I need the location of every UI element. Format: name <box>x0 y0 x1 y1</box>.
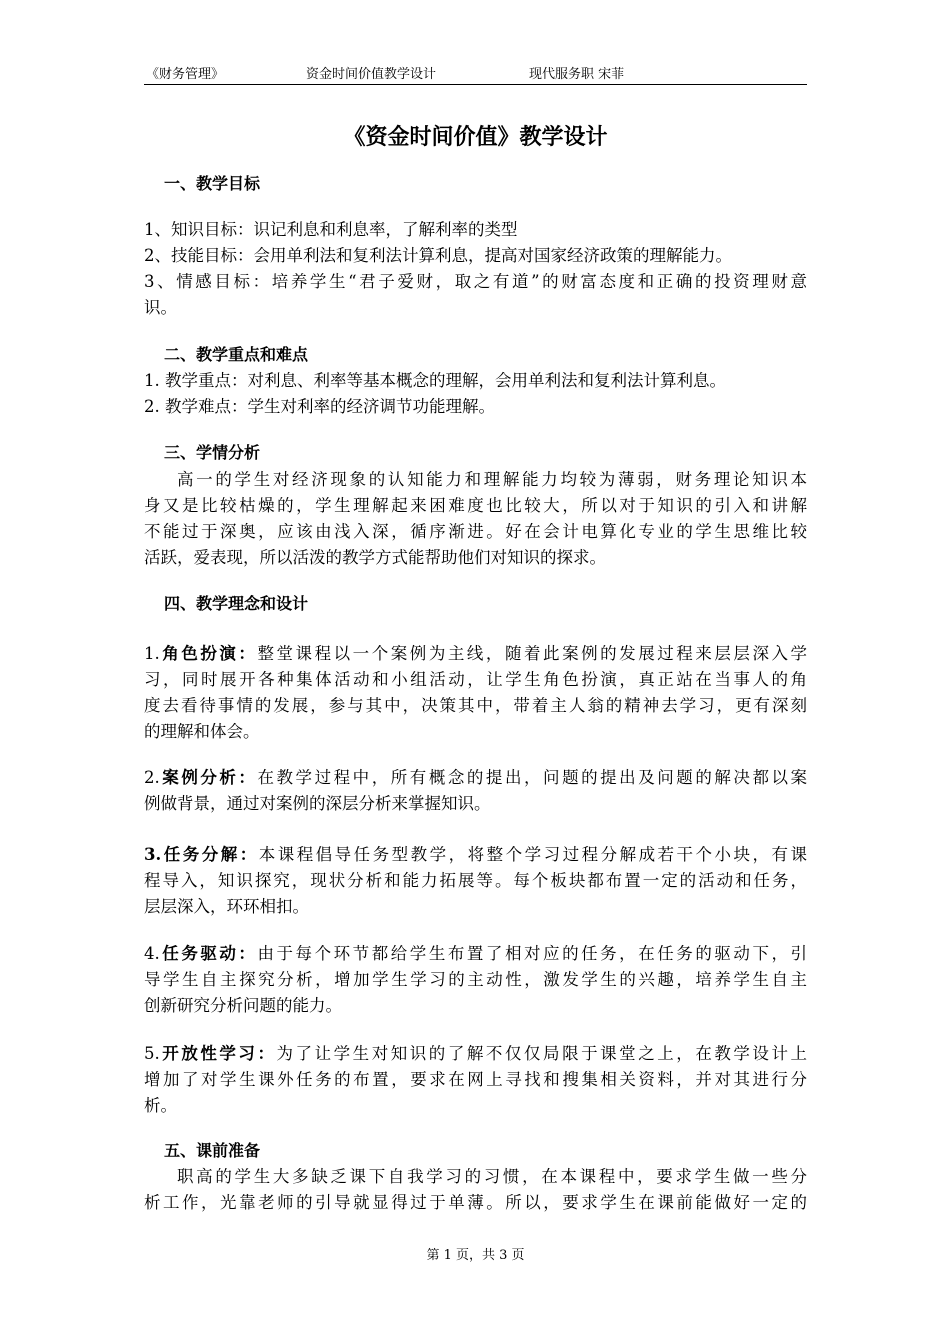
paragraph-line: 本课程倡导任务型教学，将整个学习过程分解成若干个小块，有课 <box>258 845 807 864</box>
section-heading-learner-analysis: 三、学情分析 <box>164 443 261 462</box>
header-course: 《财务管理》 <box>146 67 225 82</box>
design-item-case-analysis <box>144 765 807 817</box>
design-item-task-decomposition <box>144 842 807 920</box>
item-number: 4. <box>144 944 160 963</box>
section-heading-objectives: 一、教学目标 <box>164 174 261 193</box>
item-number: 5. <box>144 1044 160 1063</box>
paragraph-line: 不能过于深奥，应该由浅入深，循序渐进。好在会计电算化专业的学生思维比较 <box>144 522 807 541</box>
key-point-item: 2. 教学难点：学生对利率的经济调节功能理解。 <box>144 397 495 416</box>
design-item-open-learning <box>144 1041 807 1119</box>
paragraph-line: 导学生自主探究分析，增加学生学习的主动性，激发学生的兴趣，培养学生自主 <box>144 970 807 989</box>
paragraph-line: 在教学过程中，所有概念的提出，问题的提出及问题的解决都以案 <box>257 768 807 787</box>
paragraph-line: 高一的学生对经济现象的认知能力和理解能力均较为薄弱，财务理论知识本 <box>177 470 807 489</box>
paragraph-line: 的理解和体会。 <box>144 722 260 741</box>
paragraph-line: 创新研究分析问题的能力。 <box>144 996 342 1015</box>
item-term: 案例分析： <box>159 768 258 787</box>
item-term: 开放性学习： <box>159 1044 277 1063</box>
page-header <box>144 66 807 85</box>
header-topic: 资金时间价值教学设计 <box>306 67 437 82</box>
objective-item: 3、情感目标：培养学生“君子爱财，取之有道”的财富态度和正确的投资理财意 <box>144 272 807 291</box>
paragraph-line: 析工作，光靠老师的引导就显得过于单薄。所以，要求学生在课前能做好一定的 <box>144 1193 807 1212</box>
paragraph-line: 增加了对学生课外任务的布置，要求在网上寻找和搜集相关资料，并对其进行分 <box>144 1070 807 1089</box>
paragraph-line: 层层深入，环环相扣。 <box>144 897 309 916</box>
paragraph-line: 职高的学生大多缺乏课下自我学习的习惯，在本课程中，要求学生做一些分 <box>177 1167 807 1186</box>
page-footer: 第 1 页，共 3 页 <box>426 1248 525 1263</box>
section-heading-preparation: 五、课前准备 <box>164 1141 261 1160</box>
item-number: 3. <box>144 845 162 864</box>
paragraph-line: 整堂课程以一个案例为主线，随着此案例的发展过程来层层深入学 <box>257 644 807 663</box>
paragraph-line: 习，同时展开各种集体活动和小组活动，让学生角色扮演，真正站在当事人的角 <box>144 670 807 689</box>
objective-item: 识。 <box>144 298 177 317</box>
section-heading-teaching-design: 四、教学理念和设计 <box>164 594 309 613</box>
item-number: 1. <box>144 644 160 663</box>
item-term: 任务驱动： <box>159 944 258 963</box>
item-number: 2. <box>144 768 160 787</box>
design-item-task-driven <box>144 941 807 1019</box>
objective-item: 1、知识目标：识记利息和利息率，了解利率的类型 <box>144 220 518 239</box>
key-points-list <box>144 368 807 420</box>
section-heading-key-points: 二、教学重点和难点 <box>164 345 309 364</box>
learner-analysis-paragraph <box>144 467 807 571</box>
header-author: 现代服务职 宋菲 <box>529 67 625 82</box>
objectives-list <box>144 217 807 321</box>
paragraph-line: 身又是比较枯燥的，学生理解起来困难度也比较大，所以对于知识的引入和讲解 <box>144 496 807 515</box>
item-term: 任务分解： <box>161 845 259 864</box>
paragraph-line: 程导入，知识探究，现状分析和能力拓展等。每个板块都布置一定的活动和任务， <box>144 871 807 890</box>
paragraph-line: 活跃，爱表现，所以活泼的教学方式能帮助他们对知识的探求。 <box>144 548 606 567</box>
paragraph-line: 例做背景，通过对案例的深层分析来掌握知识。 <box>144 794 491 813</box>
preparation-paragraph <box>144 1164 807 1216</box>
objective-item: 2、技能目标：会用单利法和复利法计算利息，提高对国家经济政策的理解能力。 <box>144 246 732 265</box>
key-point-item: 1. 教学重点：对利息、利率等基本概念的理解，会用单利法和复利法计算利息。 <box>144 371 726 390</box>
item-term: 角色扮演： <box>159 644 258 663</box>
paragraph-line: 度去看待事情的发展，参与其中，决策其中，带着主人翁的精神去学习，更有深刻 <box>144 696 807 715</box>
design-item-role-play <box>144 641 807 745</box>
document-title: 《资金时间价值》教学设计 <box>343 124 608 150</box>
paragraph-line: 为了让学生对知识的了解不仅仅局限于课堂之上，在教学设计上 <box>276 1044 807 1063</box>
paragraph-line: 析。 <box>144 1096 177 1115</box>
paragraph-line: 由于每个环节都给学生布置了相对应的任务，在任务的驱动下，引 <box>257 944 807 963</box>
